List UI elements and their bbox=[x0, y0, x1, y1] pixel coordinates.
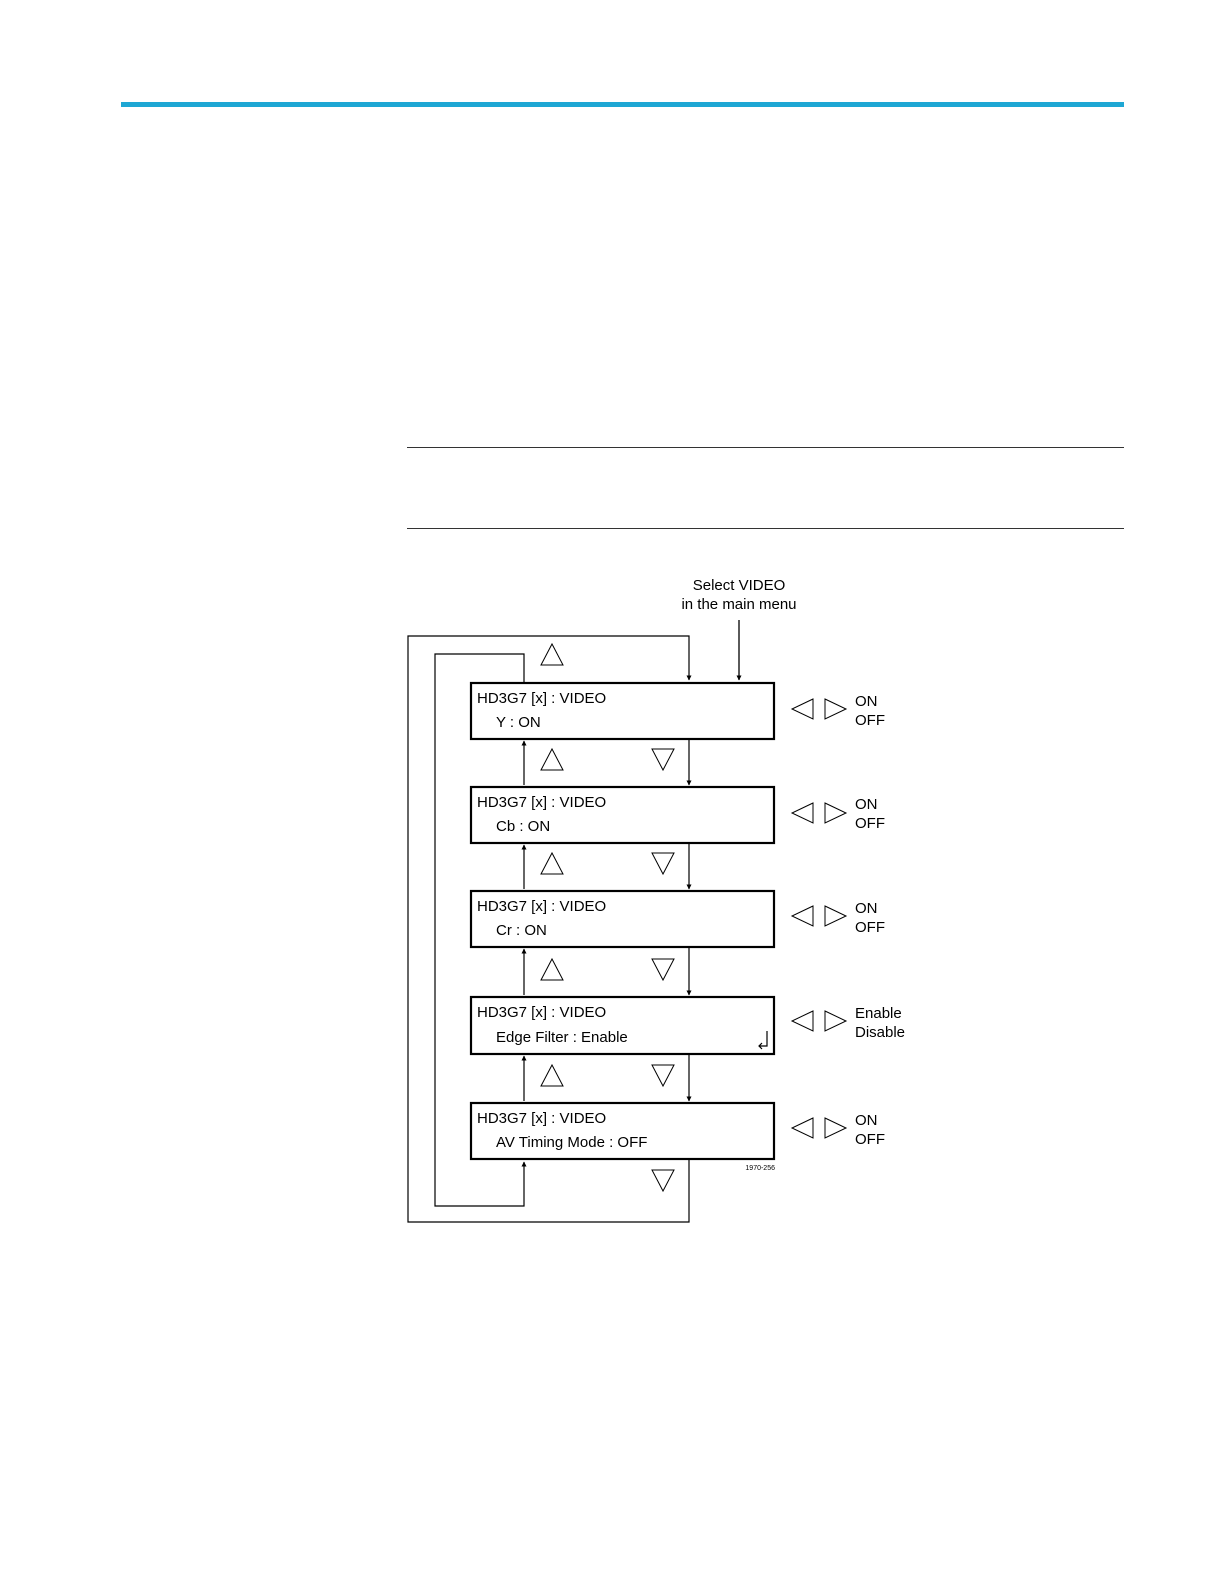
screen-item: Cr : ON bbox=[496, 922, 547, 939]
left-triangle-icon bbox=[792, 803, 813, 823]
right-triangle-icon bbox=[825, 699, 846, 719]
option-1: Enable bbox=[855, 1005, 902, 1022]
left-triangle-icon bbox=[792, 1118, 813, 1138]
up-triangle-icon bbox=[541, 959, 563, 980]
menu-screen-cb bbox=[471, 787, 774, 843]
screen-title: HD3G7 [x] : VIDEO bbox=[477, 1110, 607, 1127]
option-2: OFF bbox=[855, 815, 885, 832]
menu-screen-av-timing bbox=[471, 1103, 774, 1159]
entry-label-line1: Select VIDEO bbox=[692, 577, 786, 594]
screen-item: Y : ON bbox=[496, 714, 541, 731]
screen-title: HD3G7 [x] : VIDEO bbox=[477, 1004, 607, 1021]
up-triangle-icon bbox=[541, 853, 563, 874]
left-triangle-icon bbox=[792, 699, 813, 719]
option-1: ON bbox=[855, 796, 878, 813]
option-1: ON bbox=[855, 693, 878, 710]
figure-id: 1970-256 bbox=[745, 1165, 775, 1172]
up-triangle-icon bbox=[541, 1065, 563, 1086]
right-triangle-icon bbox=[825, 906, 846, 926]
right-triangle-icon bbox=[825, 1118, 846, 1138]
down-triangle-icon bbox=[652, 853, 674, 874]
option-2: Disable bbox=[855, 1024, 906, 1041]
option-selector-y bbox=[792, 693, 885, 729]
option-selector-cb bbox=[792, 796, 885, 832]
option-1: ON bbox=[855, 1112, 878, 1129]
up-triangle-icon bbox=[541, 749, 563, 770]
screen-title: HD3G7 [x] : VIDEO bbox=[477, 898, 607, 915]
screen-title: HD3G7 [x] : VIDEO bbox=[477, 690, 607, 707]
down-triangle-icon bbox=[652, 1065, 674, 1086]
left-triangle-icon bbox=[792, 906, 813, 926]
menu-screen-edge-filter bbox=[471, 997, 774, 1054]
up-triangle-icon bbox=[541, 644, 563, 665]
option-selector-cr bbox=[792, 900, 885, 936]
down-triangle-icon bbox=[652, 959, 674, 980]
option-selector-edge-filter bbox=[792, 1005, 905, 1041]
screen-item: Edge Filter : Enable bbox=[496, 1029, 628, 1046]
option-2: OFF bbox=[855, 919, 885, 936]
screen-item: Cb : ON bbox=[496, 818, 551, 835]
right-triangle-icon bbox=[825, 803, 846, 823]
menu-screen-y bbox=[471, 683, 774, 739]
option-selector-av-timing bbox=[792, 1112, 885, 1148]
entry-label-line2: in the main menu bbox=[681, 596, 797, 613]
down-triangle-icon bbox=[652, 1170, 674, 1191]
right-triangle-icon bbox=[825, 1011, 846, 1031]
down-triangle-icon bbox=[652, 749, 674, 770]
screen-title: HD3G7 [x] : VIDEO bbox=[477, 794, 607, 811]
option-2: OFF bbox=[855, 1131, 885, 1148]
option-1: ON bbox=[855, 900, 878, 917]
screen-item: AV Timing Mode : OFF bbox=[496, 1134, 648, 1151]
left-triangle-icon bbox=[792, 1011, 813, 1031]
menu-screen-cr bbox=[471, 891, 774, 947]
option-2: OFF bbox=[855, 712, 885, 729]
